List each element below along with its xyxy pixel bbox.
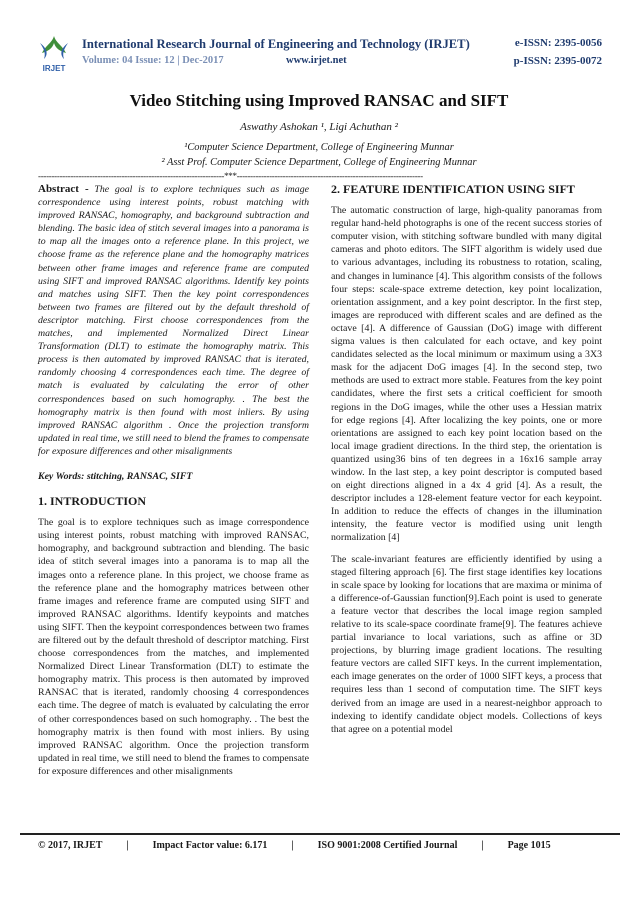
keywords: Key Words: stitching, RANSAC, SIFT (38, 470, 193, 482)
footer-page-number: Page 1015 (507, 840, 551, 851)
section-2-paragraph-1: The automatic construction of large, high-quality panoramas from regular hand-held photographs is one of the recent success stories of computer vision, with stitching software bundled with many digital cameras and photo editors. The SIFT algorithm is widely used due to various advantages, including its robustness to rotation, scaling, and changes in luminance [4]. This algorithm consists of the follows four steps: scale-space extreme detection, key point localization, orientation assignment, and a key point descriptor. In the first step, images are reproduced with different scales and are defined as the octave [4]. A difference of Gaussian (DoG) image with different sigma values is then calculated for each octave, and key point candidates selected as the local minimum or maximum using a 3X3 mask for the adjacent DoG images [4]. In the second step, two methods are used to extract more stable. Features from the key point candidates, where the first sets a critical coefficient for smooth regions in the DoG images, while the other uses a Hessian matrix for edge regions [4]. After localizing the key points, one or more orientations are assigned to each key point location based on the local image gradient directions. In the third step, the orientation is quantized using36 bins of ten degrees in a 16x16 sample array window. In the last step, a key point descriptor is computed based on eight directions aligned in a 4x 4 grid [4]. As a result, the descriptor includes a 128-element feature vector for each keypoint. In addition to reduce the effects of changes in the illumination intensity, the feature vector is modified using unit length normalization [4] (331, 205, 602, 544)
logo-text: IRJET (42, 64, 66, 73)
footer-separator: | (481, 840, 484, 851)
abstract-text: The goal is to explore techniques such as image correspondence using interest points, robust matching with improved RANSAC, homography, and background subtraction and blending. The basic idea of stitch several images into a panorama is to map all the images onto a reference plane. In this project, we choose frame as the reference plane and the homography matrices between other frame images and reference frame are computed using SIFT and improved RANSAC algorithms. Identify key points and matches using SIFT. Then the key point correspondences between two frames are filtered out by the default threshold of descriptor matching. First choose correspondences from the matches, and implemented Normalized Direct Linear Transformation (DLT) to estimate the homography matrix. This process is then automated by improved RANSAC that is iterated, randomly choosing 4 correspondences each time. The degree of match is evaluated by calculating the error of other correspondences based on such homography. . The best the homography matrix is then found with most inliers. By using improved RANSAC algorithm . Once the projection transform updated in real time, we still need to blend the frames to compensate for exposure differences and other misalignments (38, 184, 309, 457)
paper-title: Video Stitching using Improved RANSAC and SIFT (129, 91, 509, 110)
abstract (38, 183, 309, 458)
affiliation-1: ¹Computer Science Department, College of Engineering Munnar (184, 142, 454, 153)
e-issn: e-ISSN: 2395-0056 (514, 37, 602, 49)
page-footer (38, 840, 551, 851)
section-1-text: The goal is to explore techniques such as image correspondence using interest points, robust matching with improved RANSAC, homography, and background subtraction and blending. The basic idea of stitch several images into a panorama is to map all the images onto a reference plane. In this project, we choose frame as the reference plane and the homography matrices between other frame images and reference frame are computed using SIFT and improved RANSAC algorithms. Identify keypoints and matches using SIFT. Then the keypoint correspondences between two frames are filtered out by the default threshold of descriptor matching. First choose correspondences from the matches, and implemented Normalized Direct Linear Transformation (DLT) to estimate the homography matrix. This process is then automated by improved RANSAC that is iterated, randomly choosing 4 correspondences each time. The degree of match is evaluated by calculating the error of other correspondences based on such homography. . The best the homography matrix is then found with most inliers. By using improved RANSAC algorithm. Once the projection transform updated in real time, we still need to blend the frames to compensate for exposure differences and other misalignments (38, 517, 309, 777)
irjet-logo-icon (36, 33, 72, 73)
affiliation-2: ² Asst Prof. Computer Science Department, College of Engineering Munnar (161, 157, 477, 168)
footer-rule (20, 833, 620, 835)
footer-iso: ISO 9001:2008 Certified Journal (317, 840, 458, 851)
footer-impact-factor: Impact Factor value: 6.171 (152, 840, 268, 851)
left-column (38, 183, 309, 786)
journal-website-link[interactable]: www.irjet.net (286, 55, 347, 66)
volume-issue: Volume: 04 Issue: 12 | Dec-2017 (82, 55, 224, 66)
paper-authors: Aswathy Ashokan ¹, Ligi Achuthan ² (240, 121, 398, 133)
p-issn: p-ISSN: 2395-0072 (513, 55, 602, 67)
page-header (36, 33, 602, 73)
footer-separator: | (291, 840, 294, 851)
footer-copyright: © 2017, IRJET (38, 840, 103, 851)
abstract-label: Abstract - (38, 183, 89, 195)
section-1-heading: 1. INTRODUCTION (38, 494, 147, 509)
journal-name: International Research Journal of Engineering and Technology (IRJET) (82, 37, 470, 51)
section-2-paragraph-2: The scale-invariant features are efficiently identified by using a staged filtering approach [6]. The first stage identifies key locations in scale space by looking for locations that are maxima or minima of a difference-of-Gaussian function[9].Each point is used to generate a feature vector that describes the local image region sampled relative to its scale-space coordinate frame[9]. The features achieve partial invariance to local variations, such as affine or 3D projections, by blurring image gradient locations. The resulting feature vectors are called SIFT keys. In the current implementation, each image generates on the order of 1000 SIFT keys, a process that requires less than 1 second of computation time. The SIFT keys derived from an image are used in a nearest-neighbor approach to indexing to identify candidate object models. Collections of keys that agree on a potential model (331, 553, 602, 735)
section-divider: ---------------------------------------------------------------------***--------------------------------------------------------------------- (38, 171, 423, 181)
footer-separator: | (126, 840, 129, 851)
right-column (331, 183, 602, 744)
section-2-heading: 2. FEATURE IDENTIFICATION USING SIFT (331, 182, 575, 196)
